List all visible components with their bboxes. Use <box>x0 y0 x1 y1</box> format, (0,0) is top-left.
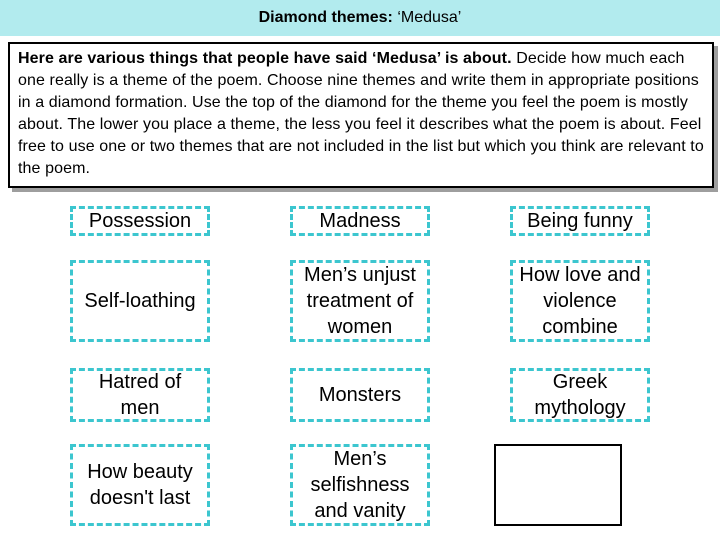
theme-card-label: Being funny <box>527 210 633 232</box>
theme-card-mens-unjust-treatment[interactable] <box>290 260 430 342</box>
theme-card-hatred-of-men[interactable] <box>70 368 210 422</box>
theme-card-label: Possession <box>88 210 192 232</box>
theme-card-self-loathing[interactable] <box>70 260 210 342</box>
theme-card-greek-mythology[interactable] <box>510 368 650 422</box>
blank-theme-card[interactable] <box>494 444 622 526</box>
theme-card-label: Men’s selfishness and vanity <box>310 448 410 522</box>
theme-card-label: How love and violence combine <box>519 264 641 338</box>
theme-card-monsters[interactable] <box>290 368 430 422</box>
theme-card-possession[interactable] <box>70 206 210 236</box>
theme-card-label: Madness <box>319 210 401 232</box>
theme-card-label: Monsters <box>318 384 402 406</box>
theme-card-madness[interactable] <box>290 206 430 236</box>
theme-card-beauty-doesnt-last[interactable] <box>70 444 210 526</box>
theme-card-label: How beauty doesn't last <box>87 461 193 509</box>
theme-card-love-and-violence[interactable] <box>510 260 650 342</box>
theme-card-mens-selfishness[interactable] <box>290 444 430 526</box>
theme-card-label: Greek mythology <box>534 371 626 419</box>
instructions-body: Decide how much each one really is a theme of the poem. Choose nine themes and write them in appropriate positions in a diamond formation. Use the top of the diamond for the theme you feel the poem is mostly about. The lower you place a theme, the less you feel it describes what the poem is about. Feel free to use one or two themes that are not included in the list but which you think are relevant to the poem. <box>18 50 704 177</box>
instructions-box <box>8 42 714 188</box>
theme-card-label: Self-loathing <box>84 290 196 312</box>
theme-card-label: Hatred of men <box>98 371 182 419</box>
title-poem-name: ‘Medusa’ <box>392 9 462 26</box>
theme-card-being-funny[interactable] <box>510 206 650 236</box>
theme-card-label: Men’s unjust treatment of women <box>304 264 416 338</box>
page-title <box>0 0 720 36</box>
instructions-lead: Here are various things that people have said ‘Medusa’ is about. <box>18 50 512 67</box>
title-bold: Diamond themes: <box>258 9 393 26</box>
